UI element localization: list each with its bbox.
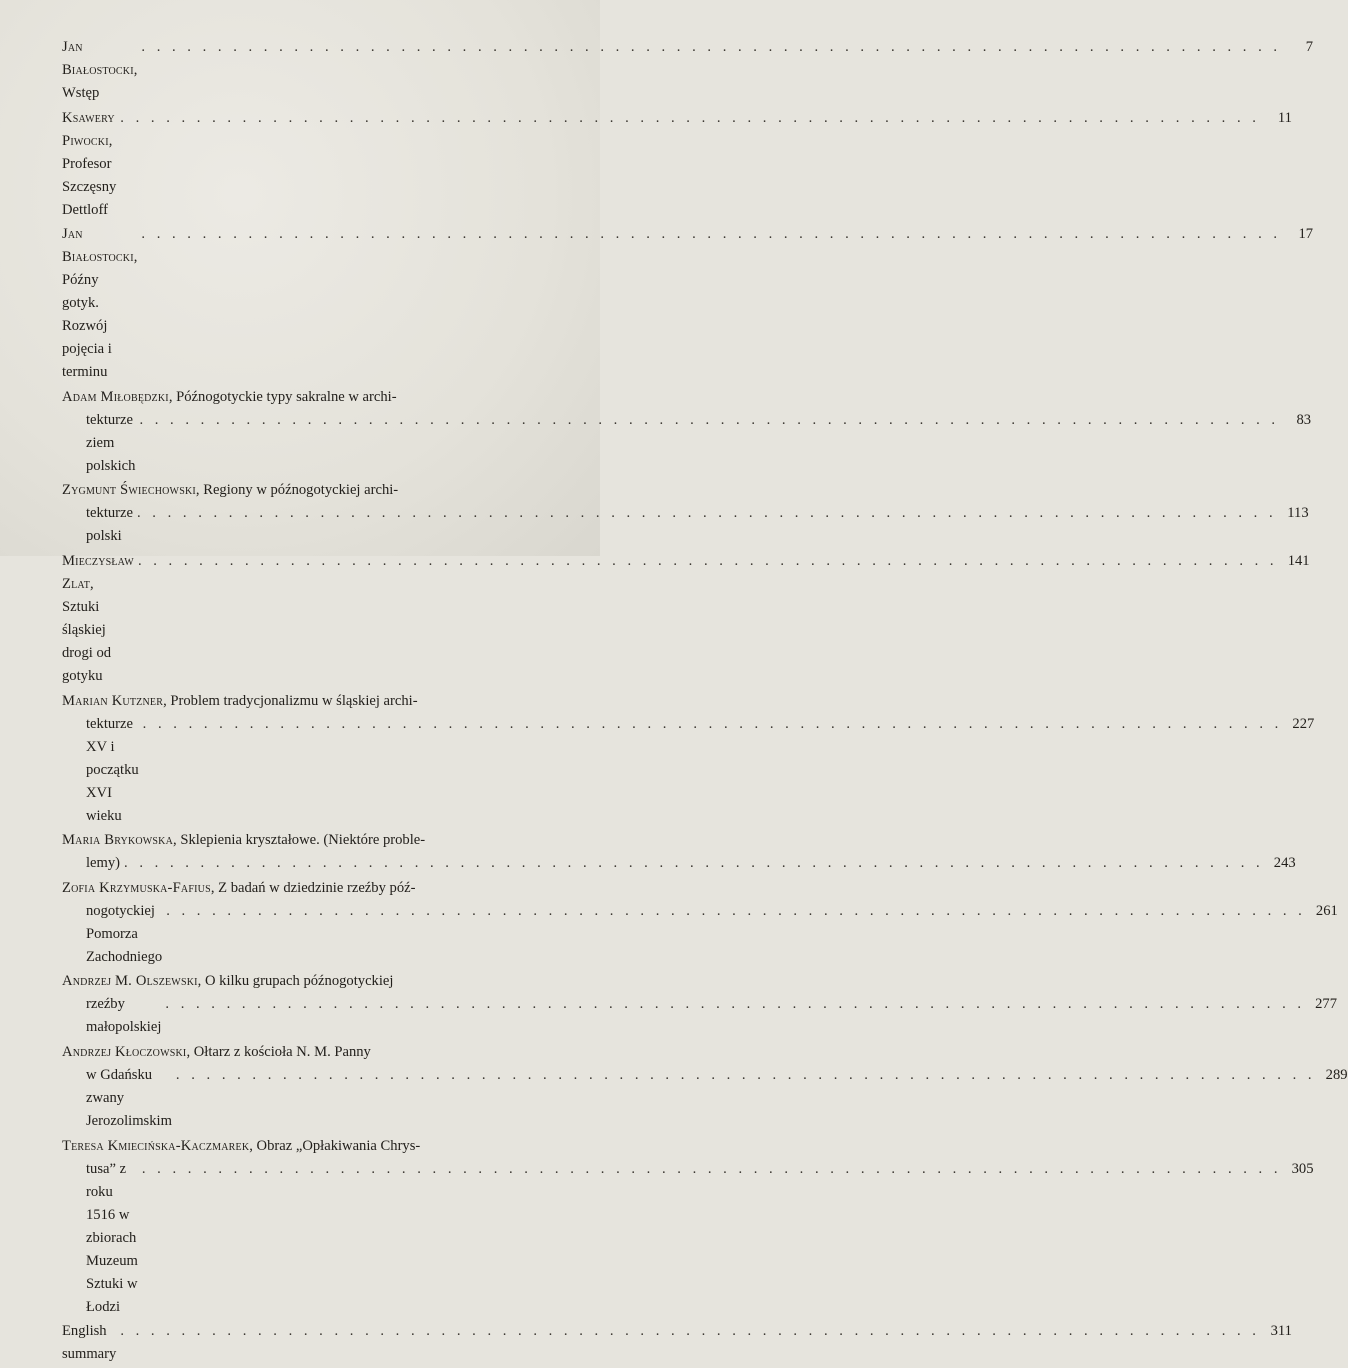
toc-author: Jan Białostocki xyxy=(62,39,134,78)
toc-title-part-2: w Gdańsku zwany Jerozolimskim xyxy=(86,1066,172,1129)
toc-entry-first-line: Zofia Krzymuska-Fafius, Z badań w dziedzinie rzeźby póź- xyxy=(62,879,416,896)
toc-entry-line xyxy=(62,107,1292,222)
dot-leader xyxy=(137,502,1277,525)
toc-title: Profesor Szczęsny Dettloff xyxy=(62,155,117,218)
toc-entry-line xyxy=(62,409,1312,478)
toc-entry xyxy=(62,877,1338,969)
toc-page-number: 243 xyxy=(1273,855,1296,872)
toc-title-part-2: tekturze polski xyxy=(86,505,133,545)
toc-entry-first-line: Adam Miłobędzki, Późnogotyckie typy sakralne w archi- xyxy=(62,388,397,405)
toc-author: Marian Kutzner xyxy=(62,692,164,709)
dot-leader xyxy=(141,36,1281,59)
toc-entry-line xyxy=(62,550,1310,688)
toc-title-part-1: Problem tradycjonalizmu w śląskiej archi- xyxy=(170,692,418,709)
toc-entry-first-line: Marian Kutzner, Problem tradycjonalizmu w śląskiej archi- xyxy=(62,692,418,709)
dot-leader xyxy=(165,993,1305,1016)
toc-title: Sztuki śląskiej drogi od gotyku xyxy=(62,598,112,684)
toc-title-part-1: Regiony w późnogotyckiej archi- xyxy=(203,482,399,499)
toc-title-part-1: Sklepienia kryształowe. (Niektóre proble- xyxy=(180,832,426,849)
toc-author: Andrzej Kłoczowski xyxy=(62,1043,187,1060)
toc-page-number: 289 xyxy=(1325,1066,1348,1083)
toc-entry-first-line: Zygmunt Świechowski, Regiony w późnogotyckiej archi- xyxy=(62,482,399,499)
toc-title-part-1: Ołtarz z kościoła N. M. Panny xyxy=(193,1043,371,1060)
toc-entry xyxy=(62,690,1315,828)
dot-leader xyxy=(142,1158,1282,1181)
toc-entry-first-line: Andrzej Kłoczowski, Ołtarz z kościoła N. M. Panny xyxy=(62,1043,371,1060)
toc-author: Adam Miłobędzki xyxy=(62,388,169,405)
toc-entry-line xyxy=(62,1320,1292,1366)
dot-leader xyxy=(124,852,1264,875)
toc-entry xyxy=(62,107,1292,222)
toc-title-part-1: Z badań w dziedzinie rzeźby póź- xyxy=(218,879,416,896)
toc-entry xyxy=(62,550,1310,688)
toc-title-part-2: tekturze XV i początku XVI wieku xyxy=(86,715,139,824)
toc-author: Zygmunt Świechowski xyxy=(62,482,196,499)
toc-entry xyxy=(62,479,1309,548)
dot-leader xyxy=(141,223,1281,246)
toc-title: English summary xyxy=(62,1323,117,1363)
toc-author: Andrzej M. Olszewski xyxy=(62,973,198,990)
toc-page-number: 305 xyxy=(1291,1160,1314,1177)
toc-author: Jan Białostocki xyxy=(62,226,134,266)
dot-leader xyxy=(120,1320,1260,1343)
toc-entry-line xyxy=(62,900,1338,969)
dot-leader xyxy=(166,900,1306,923)
toc-page-number: 277 xyxy=(1315,996,1338,1013)
toc-page-number: 7 xyxy=(1305,39,1314,55)
toc-page-number: 17 xyxy=(1298,226,1314,243)
toc-entry-line xyxy=(62,1064,1348,1133)
dot-leader xyxy=(176,1064,1316,1087)
toc-title: Późny gotyk. Rozwój pojęcia i terminu xyxy=(62,272,112,381)
toc-entry-first-line: Maria Brykowska, Sklepienia kryształowe. (Niektóre proble- xyxy=(62,832,426,849)
toc-entry-line xyxy=(62,36,1314,105)
toc-entry-text: Mieczysław Zlat, Sztuki śląskiej drogi od gotyku xyxy=(62,552,134,684)
toc-title-part-2: nogotyckiej Pomorza Zachodniego xyxy=(86,902,163,965)
toc-author: Mieczysław Zlat xyxy=(62,552,134,592)
toc-title: Wstęp xyxy=(62,85,100,101)
toc-entry-line xyxy=(62,713,1315,828)
toc-entry-first-line: Andrzej M. Olszewski, O kilku grupach późnogotyckiej xyxy=(62,973,394,990)
toc-entry xyxy=(62,386,1312,478)
toc-entry xyxy=(62,829,1296,875)
toc-title-part-2: lemy) xyxy=(86,855,121,872)
toc-author: Teresa Kmiecińska-Kaczmarek xyxy=(62,1137,250,1154)
toc-entry xyxy=(62,223,1314,384)
toc-entry xyxy=(62,1041,1348,1133)
toc-entry-line xyxy=(62,993,1338,1039)
table-of-contents xyxy=(62,36,1348,1368)
dot-leader xyxy=(143,713,1283,736)
toc-title-part-1: Obraz „Opłakiwania Chrys- xyxy=(256,1137,421,1154)
toc-page-number: 311 xyxy=(1270,1323,1292,1340)
dot-leader xyxy=(138,550,1278,573)
toc-author: Maria Brykowska xyxy=(62,832,174,849)
toc-entry-text: Jan Białostocki, Późny gotyk. Rozwój pojęcia i terminu xyxy=(62,226,138,381)
toc-page-number: 83 xyxy=(1296,411,1312,428)
toc-entry xyxy=(62,1320,1292,1366)
toc-page-number: 227 xyxy=(1292,715,1315,732)
toc-page-number: 141 xyxy=(1287,552,1310,569)
toc-entry-text: Jan Białostocki, Wstęp xyxy=(62,39,138,101)
toc-entry-line xyxy=(62,223,1314,384)
toc-entry-text: Ksawery Piwocki, Profesor Szczęsny Dettloff xyxy=(62,109,117,218)
toc-title-part-1: O kilku grupach późnogotyckiej xyxy=(204,973,394,990)
toc-entry-line xyxy=(62,852,1296,875)
toc-author: Ksawery Piwocki xyxy=(62,109,115,149)
dot-leader xyxy=(139,409,1279,432)
toc-title-part-2: rzeźby małopolskiej xyxy=(86,996,162,1036)
toc-page-number: 11 xyxy=(1277,109,1292,126)
toc-title-part-2: tekturze ziem polskich xyxy=(86,411,136,474)
toc-title-part-1: Późnogotyckie typy sakralne w archi- xyxy=(176,388,397,405)
toc-page-number: 261 xyxy=(1315,902,1338,919)
toc-entry xyxy=(62,1135,1314,1319)
toc-entry-first-line: Teresa Kmiecińska-Kaczmarek, Obraz „Opłakiwania Chrys- xyxy=(62,1137,421,1154)
toc-page-number: 113 xyxy=(1287,505,1309,522)
toc-author: Zofia Krzymuska-Fafius xyxy=(62,879,211,896)
dot-leader xyxy=(120,107,1260,130)
toc-entry xyxy=(62,970,1338,1039)
toc-title-part-2: tusa” z roku 1516 w zbiorach Muzeum Sztuki w Łodzi xyxy=(86,1160,138,1315)
toc-entry-line xyxy=(62,1158,1314,1319)
toc-entry-line xyxy=(62,502,1309,548)
toc-entry xyxy=(62,36,1314,105)
